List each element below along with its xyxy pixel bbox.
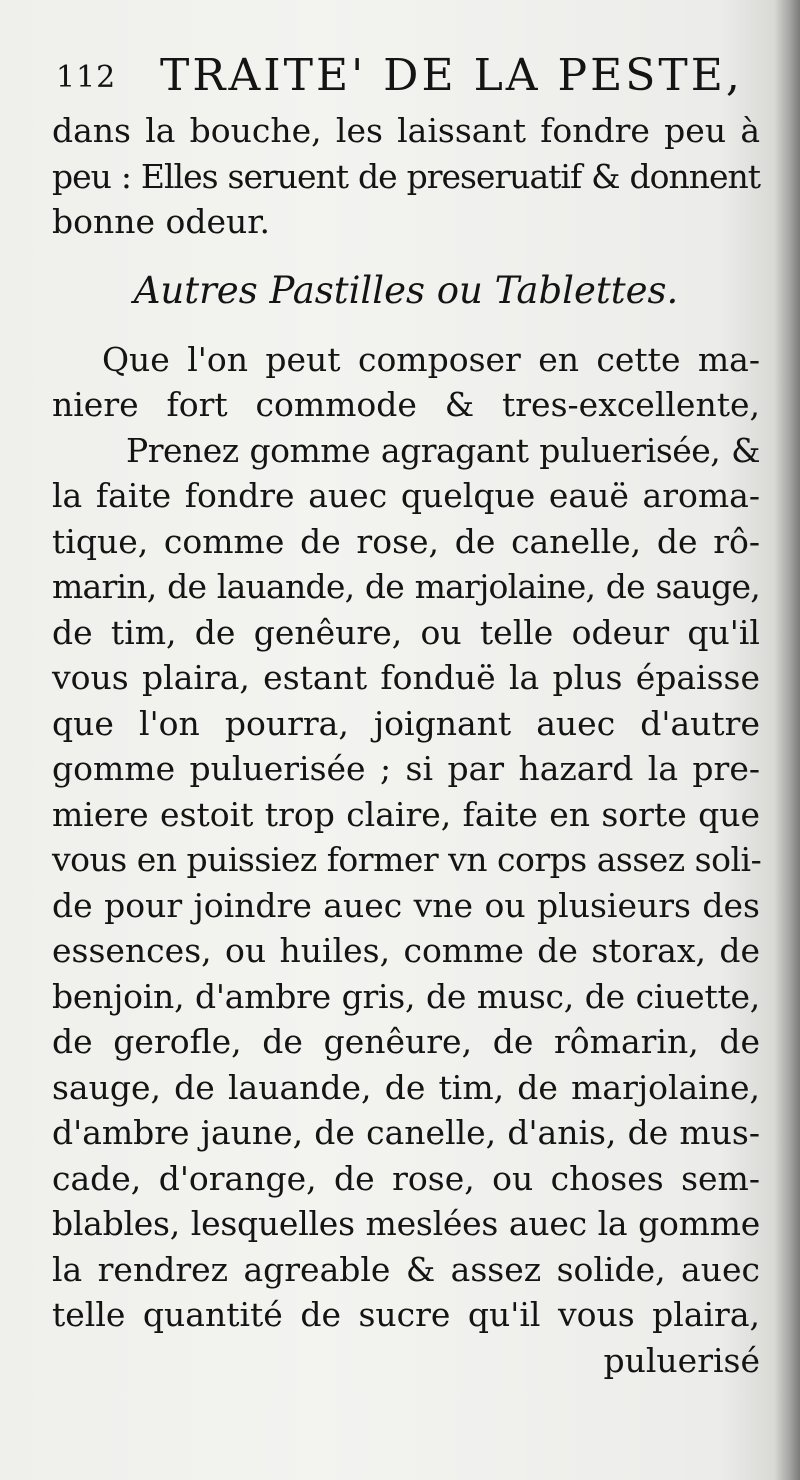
catchword: puluerisé bbox=[603, 1340, 760, 1380]
body-text bbox=[52, 108, 760, 1383]
text-line: telle quantité de sucre qu'il vous plaira, bbox=[52, 1295, 760, 1334]
page-header bbox=[56, 46, 760, 106]
text-line: bonne odeur. bbox=[52, 202, 270, 241]
text-line: de tim, de genêure, ou telle odeur qu'il bbox=[52, 612, 760, 652]
text-line: que l'on pourra, joignant auec d'autre bbox=[52, 703, 760, 743]
text-line: la rendrez agreable & assez solide, auec bbox=[52, 1249, 760, 1289]
gutter-shadow bbox=[774, 0, 800, 1480]
text-line: gomme puluerisée ; si par hazard la pre- bbox=[52, 749, 760, 788]
text-line: de pour joindre auec vne ou plusieurs des bbox=[52, 885, 760, 925]
text-line: de gerofle, de genêure, de rômarin, de bbox=[52, 1022, 760, 1061]
text-line: niere fort commode & tres-excellente, bbox=[52, 385, 760, 424]
text-line: dans la bouche, les laissant fondre peu à bbox=[52, 111, 760, 150]
running-head: TRAITE' DE LA PESTE, bbox=[160, 50, 743, 101]
text-line: vous en puissiez former vn corps assez soli- bbox=[52, 840, 762, 879]
text-line: peu : Elles seruent de preseruatif & donnent bbox=[52, 156, 760, 196]
text-line: benjoin, d'ambre gris, de musc, de ciuette, bbox=[52, 976, 760, 1016]
text-line: d'ambre jaune, de canelle, d'anis, de mus- bbox=[52, 1113, 760, 1152]
text-line: vous plaira, estant fonduë la plus épaisse bbox=[52, 658, 760, 697]
text-line: tique, comme de rose, de canelle, de rô- bbox=[52, 521, 760, 561]
text-line: cade, d'orange, de rose, ou choses sem- bbox=[52, 1158, 760, 1198]
text-line: blables, lesquelles meslées auec la gomme bbox=[52, 1204, 760, 1243]
text-line: miere estoit trop claire, faite en sorte que bbox=[52, 794, 760, 834]
text-line: la faite fondre auec quelque eauë aroma- bbox=[52, 476, 760, 515]
text-line: Que l'on peut composer en cette ma- bbox=[102, 339, 760, 379]
text-line: marin, de lauande, de marjolaine, de sauge, bbox=[52, 567, 760, 606]
text-line: Prenez gomme agragant puluerisée, & bbox=[126, 430, 760, 470]
text-line: essences, ou huiles, comme de storax, de bbox=[52, 931, 760, 970]
section-heading: Autres Pastilles ou Tablettes. bbox=[133, 268, 679, 312]
page-number: 112 bbox=[56, 60, 117, 95]
text-line: sauge, de lauande, de tim, de marjolaine, bbox=[52, 1067, 760, 1107]
